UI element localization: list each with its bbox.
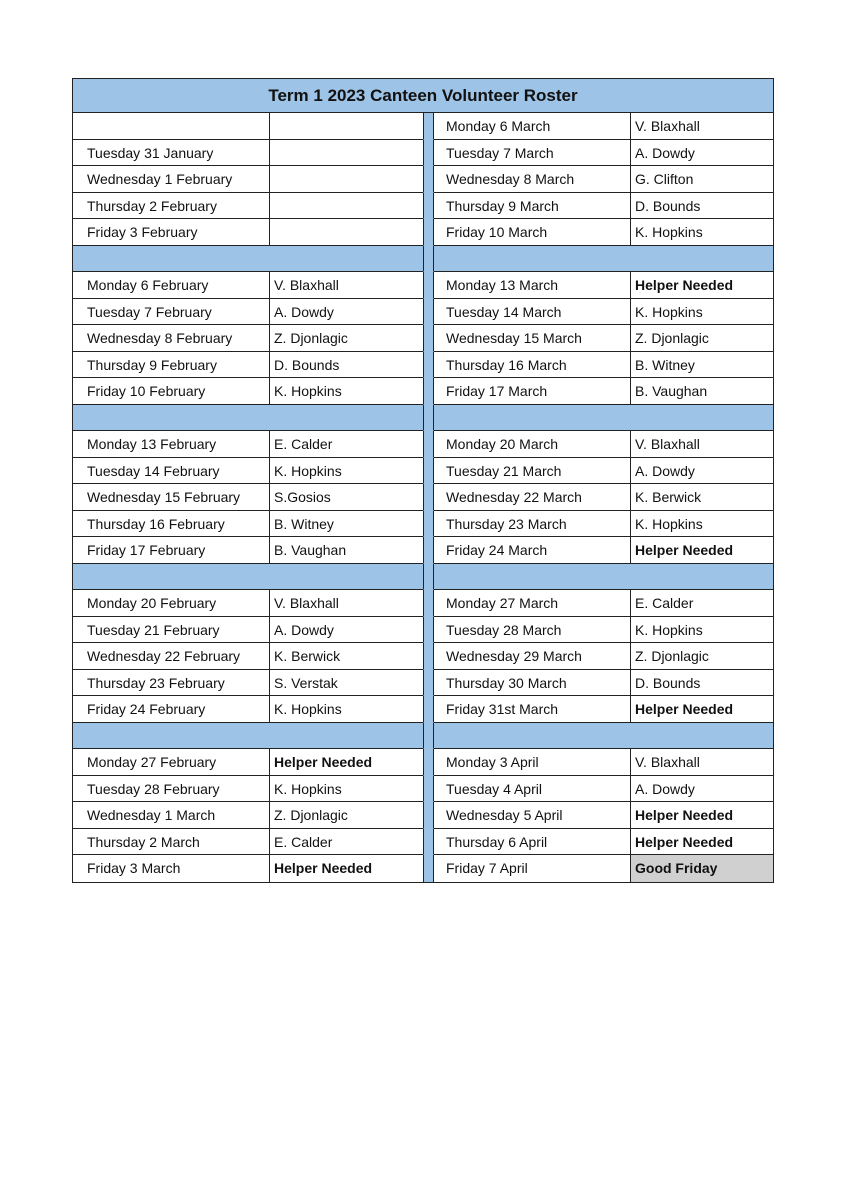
table-row [73, 193, 773, 220]
table-row [73, 378, 773, 405]
right-date-cell: Wednesday 8 March [434, 166, 631, 193]
right-date-cell: Monday 13 March [434, 272, 631, 299]
table-row [73, 272, 773, 299]
left-volunteer-cell: D. Bounds [270, 352, 423, 379]
table-row [73, 431, 773, 458]
column-divider [423, 378, 434, 405]
left-volunteer-cell [270, 405, 423, 432]
right-date-cell: Friday 24 March [434, 537, 631, 564]
right-volunteer-cell: A. Dowdy [631, 776, 773, 803]
right-volunteer-cell: K. Hopkins [631, 299, 773, 326]
left-date-cell [73, 405, 270, 432]
right-date-cell: Tuesday 4 April [434, 776, 631, 803]
left-volunteer-cell [270, 219, 423, 246]
table-row [73, 458, 773, 485]
column-divider [423, 113, 434, 140]
right-volunteer-cell: Helper Needed [631, 829, 773, 856]
column-divider [423, 564, 434, 591]
right-volunteer-cell: V. Blaxhall [631, 431, 773, 458]
left-date-cell [73, 723, 270, 750]
left-date-cell: Wednesday 15 February [73, 484, 270, 511]
table-row [73, 537, 773, 564]
right-volunteer-cell: A. Dowdy [631, 140, 773, 167]
right-volunteer-cell: K. Hopkins [631, 617, 773, 644]
left-volunteer-cell [270, 246, 423, 273]
column-divider [423, 749, 434, 776]
column-divider [423, 272, 434, 299]
left-volunteer-cell: E. Calder [270, 829, 423, 856]
left-volunteer-cell [270, 723, 423, 750]
column-divider [423, 484, 434, 511]
left-date-cell: Tuesday 28 February [73, 776, 270, 803]
left-volunteer-cell [270, 564, 423, 591]
right-volunteer-cell [631, 246, 773, 273]
right-volunteer-cell: D. Bounds [631, 670, 773, 697]
table-row [73, 829, 773, 856]
left-volunteer-cell: K. Hopkins [270, 696, 423, 723]
left-date-cell: Friday 3 February [73, 219, 270, 246]
left-volunteer-cell: V. Blaxhall [270, 272, 423, 299]
right-date-cell: Thursday 6 April [434, 829, 631, 856]
column-divider [423, 219, 434, 246]
table-row [73, 511, 773, 538]
left-date-cell: Wednesday 8 February [73, 325, 270, 352]
left-date-cell: Thursday 2 February [73, 193, 270, 220]
left-volunteer-cell [270, 166, 423, 193]
left-date-cell: Friday 10 February [73, 378, 270, 405]
column-divider [423, 829, 434, 856]
right-date-cell: Tuesday 7 March [434, 140, 631, 167]
left-volunteer-cell: V. Blaxhall [270, 590, 423, 617]
left-date-cell: Thursday 16 February [73, 511, 270, 538]
week-separator-row [73, 405, 773, 432]
left-volunteer-cell: K. Hopkins [270, 458, 423, 485]
left-volunteer-cell: Helper Needed [274, 860, 373, 876]
right-date-cell: Wednesday 22 March [434, 484, 631, 511]
week-separator-row [73, 723, 773, 750]
table-row [73, 484, 773, 511]
column-divider [423, 431, 434, 458]
left-date-cell [73, 564, 270, 591]
right-date-cell [434, 246, 631, 273]
right-date-cell [434, 405, 631, 432]
column-divider [423, 802, 434, 829]
right-volunteer-cell: V. Blaxhall [631, 749, 773, 776]
left-date-cell: Monday 27 February [73, 749, 270, 776]
right-date-cell: Wednesday 5 April [434, 802, 631, 829]
column-divider [423, 166, 434, 193]
right-date-cell: Friday 17 March [434, 378, 631, 405]
column-divider [423, 140, 434, 167]
column-divider [423, 723, 434, 750]
right-date-cell [434, 723, 631, 750]
left-volunteer-cell: E. Calder [270, 431, 423, 458]
left-volunteer-cell [270, 193, 423, 220]
left-volunteer-cell [270, 140, 423, 167]
right-date-cell: Thursday 30 March [434, 670, 631, 697]
right-volunteer-cell [631, 405, 773, 432]
right-volunteer-cell: A. Dowdy [631, 458, 773, 485]
right-volunteer-cell: Helper Needed [631, 802, 773, 829]
left-date-cell [73, 113, 270, 140]
column-divider [423, 537, 434, 564]
right-date-cell: Wednesday 29 March [434, 643, 631, 670]
left-date-cell: Monday 20 February [73, 590, 270, 617]
column-divider [423, 590, 434, 617]
left-date-cell: Tuesday 14 February [73, 458, 270, 485]
right-date-cell: Tuesday 21 March [434, 458, 631, 485]
right-volunteer-cell: E. Calder [631, 590, 773, 617]
right-volunteer-cell: V. Blaxhall [631, 113, 773, 140]
left-date-cell: Tuesday 21 February [73, 617, 270, 644]
week-separator-row [73, 246, 773, 273]
left-date-cell: Thursday 2 March [73, 829, 270, 856]
left-volunteer-cell: Z. Djonlagic [270, 325, 423, 352]
right-date-cell: Friday 7 April [434, 855, 631, 882]
left-volunteer-cell: K. Hopkins [270, 378, 423, 405]
right-date-cell: Monday 27 March [434, 590, 631, 617]
right-date-cell: Friday 10 March [434, 219, 631, 246]
table-row [73, 617, 773, 644]
table-row [73, 696, 773, 723]
right-date-cell: Monday 3 April [434, 749, 631, 776]
right-volunteer-cell [631, 723, 773, 750]
column-divider [423, 670, 434, 697]
left-volunteer-cell: A. Dowdy [270, 617, 423, 644]
right-date-cell: Thursday 9 March [434, 193, 631, 220]
right-volunteer-cell: K. Hopkins [631, 219, 773, 246]
left-volunteer-cell: A. Dowdy [270, 299, 423, 326]
left-date-cell [73, 246, 270, 273]
roster-table [72, 78, 774, 883]
table-row [73, 219, 773, 246]
right-volunteer-cell: D. Bounds [631, 193, 773, 220]
column-divider [423, 776, 434, 803]
left-date-cell: Monday 6 February [73, 272, 270, 299]
right-date-cell: Wednesday 15 March [434, 325, 631, 352]
column-divider [423, 643, 434, 670]
right-volunteer-cell: Z. Djonlagic [631, 643, 773, 670]
column-divider [423, 299, 434, 326]
left-volunteer-cell: K. Berwick [270, 643, 423, 670]
left-volunteer-cell: S. Verstak [270, 670, 423, 697]
right-volunteer-cell: K. Berwick [631, 484, 773, 511]
left-date-cell: Friday 24 February [73, 696, 270, 723]
table-row [73, 352, 773, 379]
left-date-cell: Tuesday 7 February [73, 299, 270, 326]
column-divider [423, 352, 434, 379]
right-date-cell: Monday 20 March [434, 431, 631, 458]
right-volunteer-cell: B. Vaughan [631, 378, 773, 405]
left-date-cell: Wednesday 22 February [73, 643, 270, 670]
left-volunteer-cell: K. Hopkins [270, 776, 423, 803]
left-volunteer-cell: B. Vaughan [270, 537, 423, 564]
right-date-cell: Tuesday 28 March [434, 617, 631, 644]
left-date-cell: Wednesday 1 March [73, 802, 270, 829]
left-volunteer-cell: Helper Needed [270, 749, 423, 776]
left-volunteer-cell: Z. Djonlagic [270, 802, 423, 829]
right-volunteer-cell: Good Friday [631, 855, 773, 882]
right-date-cell: Friday 31st March [434, 696, 631, 723]
column-divider [423, 458, 434, 485]
left-date-cell: Friday 17 February [73, 537, 270, 564]
table-row [73, 166, 773, 193]
column-divider [423, 246, 434, 273]
right-volunteer-cell: Helper Needed [631, 272, 773, 299]
table-row [73, 670, 773, 697]
column-divider [423, 511, 434, 538]
week-separator-row [73, 564, 773, 591]
table-row [73, 113, 773, 140]
right-volunteer-cell [631, 564, 773, 591]
right-volunteer-cell: B. Witney [631, 352, 773, 379]
right-date-cell: Tuesday 14 March [434, 299, 631, 326]
table-row [73, 749, 773, 776]
left-volunteer-cell: S.Gosios [270, 484, 423, 511]
table-row [73, 643, 773, 670]
column-divider [423, 617, 434, 644]
right-volunteer-cell: K. Hopkins [631, 511, 773, 538]
column-divider [423, 325, 434, 352]
left-date-cell: Thursday 23 February [73, 670, 270, 697]
table-row [73, 855, 773, 882]
column-divider [423, 696, 434, 723]
column-divider [423, 855, 434, 882]
table-row [73, 325, 773, 352]
left-date-cell: Tuesday 31 January [73, 140, 270, 167]
column-divider [423, 405, 434, 432]
table-row [73, 590, 773, 617]
left-date-cell: Friday 3 March [73, 855, 270, 882]
right-date-cell: Thursday 16 March [434, 352, 631, 379]
right-volunteer-cell: Helper Needed [631, 696, 773, 723]
right-date-cell: Thursday 23 March [434, 511, 631, 538]
column-divider [423, 193, 434, 220]
left-date-cell: Thursday 9 February [73, 352, 270, 379]
left-volunteer-cell: B. Witney [270, 511, 423, 538]
table-row [73, 140, 773, 167]
right-volunteer-cell: Helper Needed [631, 537, 773, 564]
right-date-cell [434, 564, 631, 591]
right-date-cell: Monday 6 March [434, 113, 631, 140]
table-row [73, 299, 773, 326]
left-volunteer-cell [270, 113, 423, 140]
right-volunteer-cell: G. Clifton [631, 166, 773, 193]
roster-title: Term 1 2023 Canteen Volunteer Roster [73, 79, 773, 113]
left-date-cell: Monday 13 February [73, 431, 270, 458]
table-row [73, 802, 773, 829]
right-volunteer-cell: Z. Djonlagic [631, 325, 773, 352]
table-row [73, 776, 773, 803]
left-date-cell: Wednesday 1 February [73, 166, 270, 193]
